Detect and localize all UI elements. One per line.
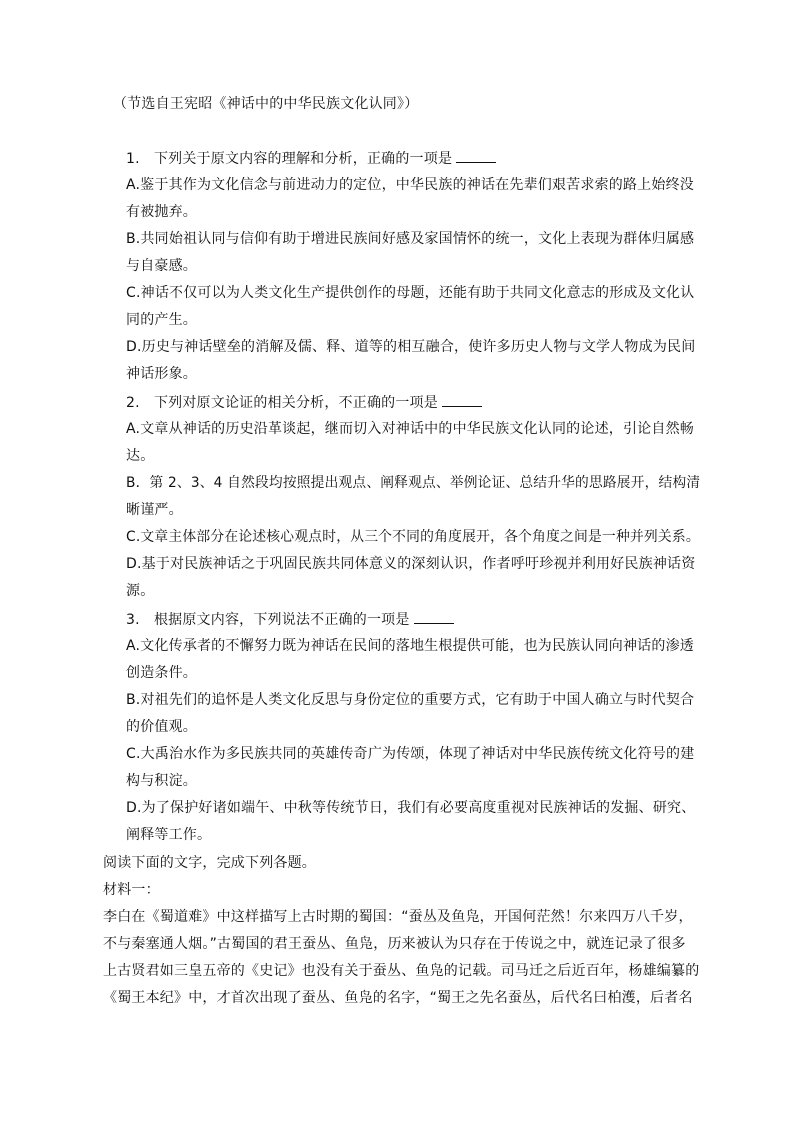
question-3-option-c-line-2: 构与积淀。 [126, 773, 197, 789]
question-1-option-d-line-2: 神话形象。 [126, 366, 197, 382]
question-1-option-b-line-2: 与自豪感。 [126, 258, 197, 274]
question-3-option-b-line-1: B.对祖先们的追怀是人类文化反思与身份定位的重要方式，它有助于中国人确立与时代契合 [126, 692, 695, 708]
question-2-option-d-line-2: 源。 [126, 583, 155, 599]
question-1-option-a-line-1: A.鉴于其作为文化信念与前进动力的定位，中华民族的神话在先辈们艰苦求索的路上始终没 [126, 177, 694, 193]
reading-instruction: 阅读下面的文字，完成下列各题。 [103, 855, 316, 871]
question-2-stem: 2. 下列对原文论证的相关分析，不正确的一项是 [126, 392, 482, 413]
material-line-2: 不与秦塞通人烟。”古蜀国的君王蚕丛、鱼凫，历来被认为只存在于传说之中，就连记录了很多 [103, 936, 686, 952]
material-label: 材料一： [103, 882, 160, 898]
question-2-option-a-line-1: A.文章从神话的历史沿革谈起，继而切入对神话中的中华民族文化认同的论述，引论自然畅 [126, 421, 694, 437]
question-2-option-c-line-1: C.文章主体部分在论述核心观点时，从三个不同的角度展开，各个角度之间是一种并列关系。 [126, 529, 700, 545]
question-2-option-a-line-2: 达。 [126, 448, 155, 464]
source-note: （节选自王宪昭《神话中的中华民族文化认同》） [113, 96, 419, 112]
question-3-option-b-line-2: 的价值观。 [126, 719, 197, 735]
answer-blank [456, 148, 496, 163]
material-line-1: 李白在《蜀道难》中这样描写上古时期的蜀国：“蚕丛及鱼凫，开国何茫然！尔来四万八千岁， [103, 909, 693, 925]
question-3-stem: 3. 根据原文内容，下列说法不正确的一项是 [126, 609, 454, 630]
question-1-option-c-line-1: C.神话不仅可以为人类文化生产提供创作的母题，还能有助于共同文化意志的形成及文化认 [126, 285, 695, 301]
question-3-option-d-line-2: 阐释等工作。 [126, 827, 212, 843]
question-1-option-a-line-2: 有被抛弃。 [126, 204, 197, 220]
question-1-stem: 1. 下列关于原文内容的理解和分析，正确的一项是 [126, 148, 496, 169]
question-2-option-b-line-2: 晰谨严。 [126, 502, 183, 518]
question-1-option-c-line-2: 同的产生。 [126, 312, 197, 328]
question-1-option-d-line-1: D.历史与神话壁垒的消解及儒、释、道等的相互融合，使许多历史人物与文学人物成为民间 [126, 339, 696, 355]
question-2-option-b-line-1: B．第 2、3、4 自然段均按照提出观点、阐释观点、举例论证、总结升华的思路展开，结构清 [126, 475, 701, 491]
answer-blank [414, 609, 454, 624]
question-3-option-c-line-1: C.大禹治水作为多民族共同的英雄传奇广为传颂，体现了神话对中华民族传统文化符号的建 [126, 746, 695, 762]
question-1-option-b-line-1: B.共同始祖认同与信仰有助于增进民族间好感及家国情怀的统一，文化上表现为群体归属感 [126, 231, 695, 247]
question-3-option-d-line-1: D.为了保护好诸如端午、中秋等传统节日，我们有必要高度重视对民族神话的发掘、研究、 [126, 800, 696, 816]
question-3-option-a-line-2: 创造条件。 [126, 665, 197, 681]
material-line-4: 《蜀王本纪》中，才首次出现了蚕丛、鱼凫的名字，“蜀王之先名蚕丛，后代名曰柏濩，后者名 [103, 990, 693, 1006]
answer-blank [442, 392, 482, 407]
question-3-option-a-line-1: A.文化传承者的不懈努力既为神话在民间的落地生根提供可能，也为民族认同向神话的渗透 [126, 638, 694, 654]
material-line-3: 上古贤君如三皇五帝的《史记》也没有关于蚕丛、鱼凫的记载。司马迁之后近百年，杨雄编纂的 [103, 963, 700, 979]
question-2-option-d-line-1: D.基于对民族神话之于巩固民族共同体意义的深刻认识，作者呼吁珍视并利用好民族神话资 [126, 556, 696, 572]
